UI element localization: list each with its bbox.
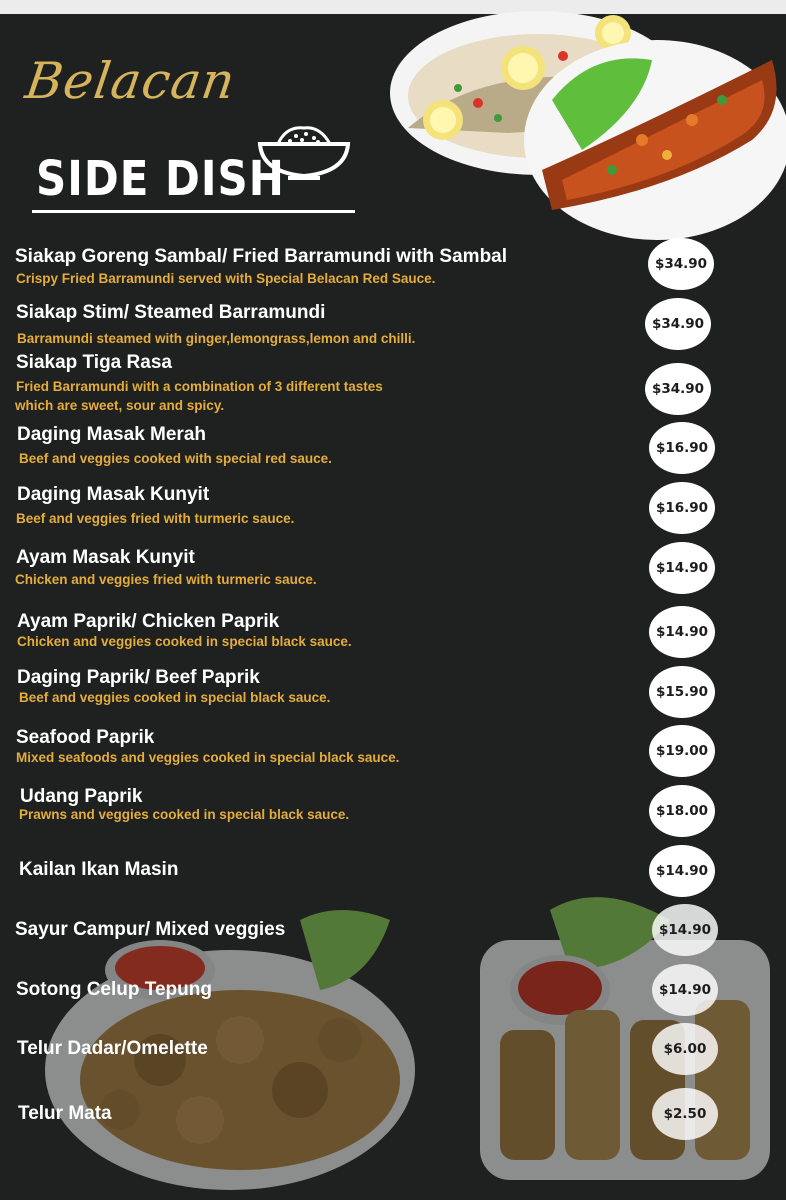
price-badge: $14.90: [649, 606, 715, 658]
item-description: Beef and veggies cooked with special red sauce.: [19, 451, 332, 466]
item-name: Siakap Stim/ Steamed Barramundi: [16, 302, 326, 323]
item-description: Chicken and veggies cooked in special black sauce.: [17, 634, 352, 649]
item-description-line2: which are sweet, sour and spicy.: [15, 398, 225, 413]
item-name: Kailan Ikan Masin: [19, 859, 179, 880]
price-badge: $14.90: [649, 845, 715, 897]
item-name: Daging Paprik/ Beef Paprik: [17, 667, 260, 688]
price-badge: $16.90: [649, 482, 715, 534]
item-name: Sayur Campur/ Mixed veggies: [15, 919, 286, 940]
item-description: Beef and veggies fried with turmeric sauce.: [16, 511, 295, 526]
price-badge: $16.90: [649, 422, 715, 474]
item-description: Prawns and veggies cooked in special black sauce.: [19, 807, 350, 822]
item-name: Udang Paprik: [20, 786, 143, 807]
item-name: Ayam Paprik/ Chicken Paprik: [17, 611, 280, 632]
price-badge: $18.00: [649, 785, 715, 837]
price-badge: $34.90: [648, 238, 714, 290]
price-badge: $15.90: [649, 666, 715, 718]
item-name: Ayam Masak Kunyit: [16, 547, 195, 568]
item-name: Daging Masak Merah: [17, 424, 206, 445]
price-badge: $34.90: [645, 363, 711, 415]
item-name: Seafood Paprik: [16, 727, 155, 748]
item-description: Mixed seafoods and veggies cooked in special black sauce.: [16, 750, 400, 765]
item-description: Chicken and veggies fried with turmeric sauce.: [15, 572, 317, 587]
price-badge: $34.90: [645, 298, 711, 350]
price-badge: $14.90: [652, 904, 718, 956]
spring-rolls-photo: [470, 880, 780, 1190]
title-underline: [32, 210, 355, 213]
item-description: Barramundi steamed with ginger,lemongrass,lemon and chilli.: [17, 331, 416, 346]
page-title: SIDE DISH: [36, 150, 285, 207]
price-badge: $2.50: [652, 1088, 718, 1140]
item-name: Sotong Celup Tepung: [16, 979, 212, 1000]
price-badge: $19.00: [649, 725, 715, 777]
item-description: Fried Barramundi with a combination of 3 different tastes: [16, 379, 383, 394]
restaurant-script-title: Belacan: [21, 52, 240, 110]
item-name: Telur Dadar/Omelette: [17, 1038, 208, 1059]
price-badge: $6.00: [652, 1023, 718, 1075]
sambal-fish-photo: [522, 20, 786, 246]
item-name: Siakap Goreng Sambal/ Fried Barramundi with Sambal: [15, 246, 508, 267]
item-name: Siakap Tiga Rasa: [16, 352, 172, 373]
price-badge: $14.90: [649, 542, 715, 594]
item-name: Telur Mata: [18, 1103, 112, 1124]
item-description: Beef and veggies cooked in special black sauce.: [19, 690, 331, 705]
item-description: Crispy Fried Barramundi served with Special Belacan Red Sauce.: [16, 271, 436, 286]
item-name: Daging Masak Kunyit: [17, 484, 210, 505]
price-badge: $14.90: [652, 964, 718, 1016]
